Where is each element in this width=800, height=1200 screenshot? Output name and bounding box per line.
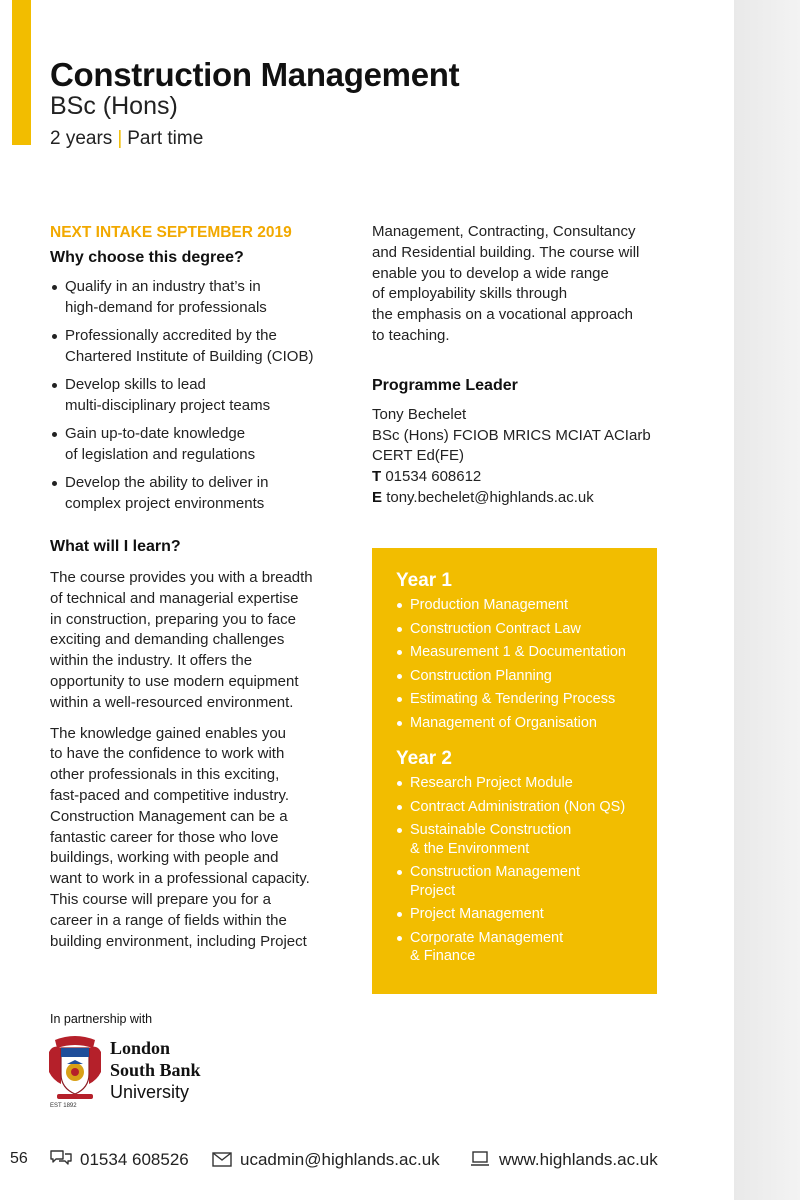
university-name xyxy=(110,1038,201,1104)
module-name: Management of Organisation xyxy=(410,714,597,731)
text-line: to have the confidence to work with xyxy=(50,745,285,763)
list-item xyxy=(50,375,340,416)
footer-email[interactable]: ucadmin@highlands.ac.uk xyxy=(240,1150,440,1169)
year-1-heading: Year 1 xyxy=(396,570,452,591)
text-line: buildings, working with people and xyxy=(50,849,279,867)
bullet-line: Develop skills to lead xyxy=(65,376,206,393)
footer-phone[interactable]: 01534 608526 xyxy=(80,1150,189,1169)
duration-separator: | xyxy=(117,128,123,149)
text-line: fantastic career for those who love xyxy=(50,828,279,846)
email-label: E xyxy=(372,488,383,506)
text-line: fast-paced and competitive industry. xyxy=(50,786,290,804)
leader-name: Tony Bechelet xyxy=(372,405,467,423)
text-line: of employability skills through xyxy=(372,285,568,303)
text-line: of technical and managerial expertise xyxy=(50,589,299,607)
year-1-modules xyxy=(396,596,645,732)
text-line: the emphasis on a vocational approach xyxy=(372,306,634,324)
leader-email[interactable]: tony.bechelet@highlands.ac.uk xyxy=(386,488,594,506)
leader-qualifications-2: CERT Ed(FE) xyxy=(372,447,464,465)
left-column xyxy=(50,222,340,952)
university-name-line-1: London xyxy=(110,1038,171,1058)
accent-bar xyxy=(12,0,31,145)
learn-paragraph-2-continued xyxy=(372,222,662,347)
module-name: Corporate Management xyxy=(410,929,564,946)
university-name-line-2: South Bank xyxy=(110,1060,201,1080)
duration-mode: Part time xyxy=(127,128,204,149)
envelope-icon xyxy=(212,1152,232,1167)
year-2-heading: Year 2 xyxy=(396,748,452,769)
bullet-line: Qualify in an industry that’s in xyxy=(65,278,261,295)
list-item xyxy=(396,798,645,817)
right-column xyxy=(372,222,662,509)
text-line: in construction, preparing you to face xyxy=(50,610,296,628)
year-2-modules xyxy=(396,774,645,966)
module-name: Project Management xyxy=(410,906,544,922)
list-item xyxy=(396,905,645,924)
module-name: Estimating & Tendering Process xyxy=(410,691,616,707)
learn-heading: What will I learn? xyxy=(50,538,181,555)
page-number: 56 xyxy=(10,1150,28,1167)
text-line: enable you to develop a wide range xyxy=(372,264,609,282)
text-line: other professionals in this exciting, xyxy=(50,766,280,784)
text-line: and Residential building. The course will xyxy=(372,243,640,261)
list-item xyxy=(396,821,645,858)
page-title: Construction Management xyxy=(50,56,460,93)
bullet-line: of legislation and regulations xyxy=(65,445,256,463)
module-name: Production Management xyxy=(410,597,568,613)
university-name-line-3: University xyxy=(110,1082,190,1102)
laptop-icon xyxy=(470,1151,490,1168)
list-item xyxy=(396,643,645,662)
text-line: Construction Management can be a xyxy=(50,807,288,825)
text-line: This course will prepare you for a xyxy=(50,890,271,908)
leader-heading: Programme Leader xyxy=(372,376,518,394)
list-item xyxy=(396,929,645,966)
list-item xyxy=(396,863,645,900)
list-item xyxy=(50,326,340,367)
duration-years: 2 years xyxy=(50,128,113,149)
list-item xyxy=(396,690,645,709)
list-item xyxy=(50,424,340,465)
module-name: Measurement 1 & Documentation xyxy=(410,644,626,660)
module-name: Contract Administration (Non QS) xyxy=(410,798,626,815)
list-item xyxy=(396,774,645,793)
bullet-line: Gain up-to-date knowledge xyxy=(65,425,246,442)
module-name: Construction Management xyxy=(410,864,581,880)
list-item xyxy=(396,714,645,733)
text-line: Management, Contracting, Consultancy xyxy=(372,223,636,240)
why-heading: Why choose this degree? xyxy=(50,249,244,266)
module-name: Construction Contract Law xyxy=(410,620,581,637)
partner-label: In partnership with xyxy=(50,1012,153,1026)
bullet-line: complex project environments xyxy=(65,494,265,512)
page-edge-shade xyxy=(734,0,800,1200)
why-bullet-list xyxy=(50,277,340,514)
module-name: Sustainable Construction xyxy=(410,822,572,838)
text-line: The knowledge gained enables you xyxy=(50,724,287,742)
leader-details xyxy=(372,405,662,509)
module-name-line-2: & Finance xyxy=(410,948,476,964)
established-label: EST 1892 xyxy=(50,1103,77,1109)
text-line: career in a range of fields within the xyxy=(50,911,287,929)
bullet-line: multi-disciplinary project teams xyxy=(65,396,271,414)
text-line: to teaching. xyxy=(372,326,450,344)
leader-phone[interactable]: 01534 608612 xyxy=(385,468,482,486)
course-duration xyxy=(50,128,203,150)
text-line: The course provides you with a breadth xyxy=(50,569,313,586)
leader-qualifications: BSc (Hons) FCIOB MRICS MCIAT ACIarb xyxy=(372,426,651,444)
footer-website[interactable]: www.highlands.ac.uk xyxy=(499,1150,658,1169)
module-name-line-2: Project xyxy=(410,882,456,899)
modules-panel xyxy=(372,548,657,994)
text-line: want to work in a professional capacity. xyxy=(50,870,310,888)
learn-paragraph-2 xyxy=(50,724,340,953)
footer xyxy=(0,1146,734,1174)
text-line: exciting and demanding challenges xyxy=(50,631,285,649)
speech-bubbles-icon xyxy=(50,1149,72,1169)
text-line: within the industry. It offers the xyxy=(50,652,253,670)
university-crest-icon xyxy=(47,1034,103,1102)
bullet-line: Chartered Institute of Building (CIOB) xyxy=(65,347,314,365)
list-item xyxy=(396,620,645,639)
phone-label: T xyxy=(372,468,382,486)
module-name: Construction Planning xyxy=(410,667,552,684)
bullet-line: Professionally accredited by the xyxy=(65,327,277,344)
text-line: building environment, including Project xyxy=(50,932,307,950)
module-name: Research Project Module xyxy=(410,775,573,791)
degree-subtitle: BSc (Hons) xyxy=(50,92,178,120)
text-line: within a well-resourced environment. xyxy=(50,693,294,711)
list-item xyxy=(50,473,340,514)
intake-notice: NEXT INTAKE SEPTEMBER 2019 xyxy=(50,224,292,241)
learn-paragraph-1 xyxy=(50,568,340,714)
list-item xyxy=(396,667,645,686)
list-item xyxy=(396,596,645,615)
bullet-line: high-demand for professionals xyxy=(65,298,267,316)
list-item xyxy=(50,277,340,318)
module-name-line-2: & the Environment xyxy=(410,840,530,857)
text-line: opportunity to use modern equipment xyxy=(50,672,299,690)
bullet-line: Develop the ability to deliver in xyxy=(65,474,269,491)
